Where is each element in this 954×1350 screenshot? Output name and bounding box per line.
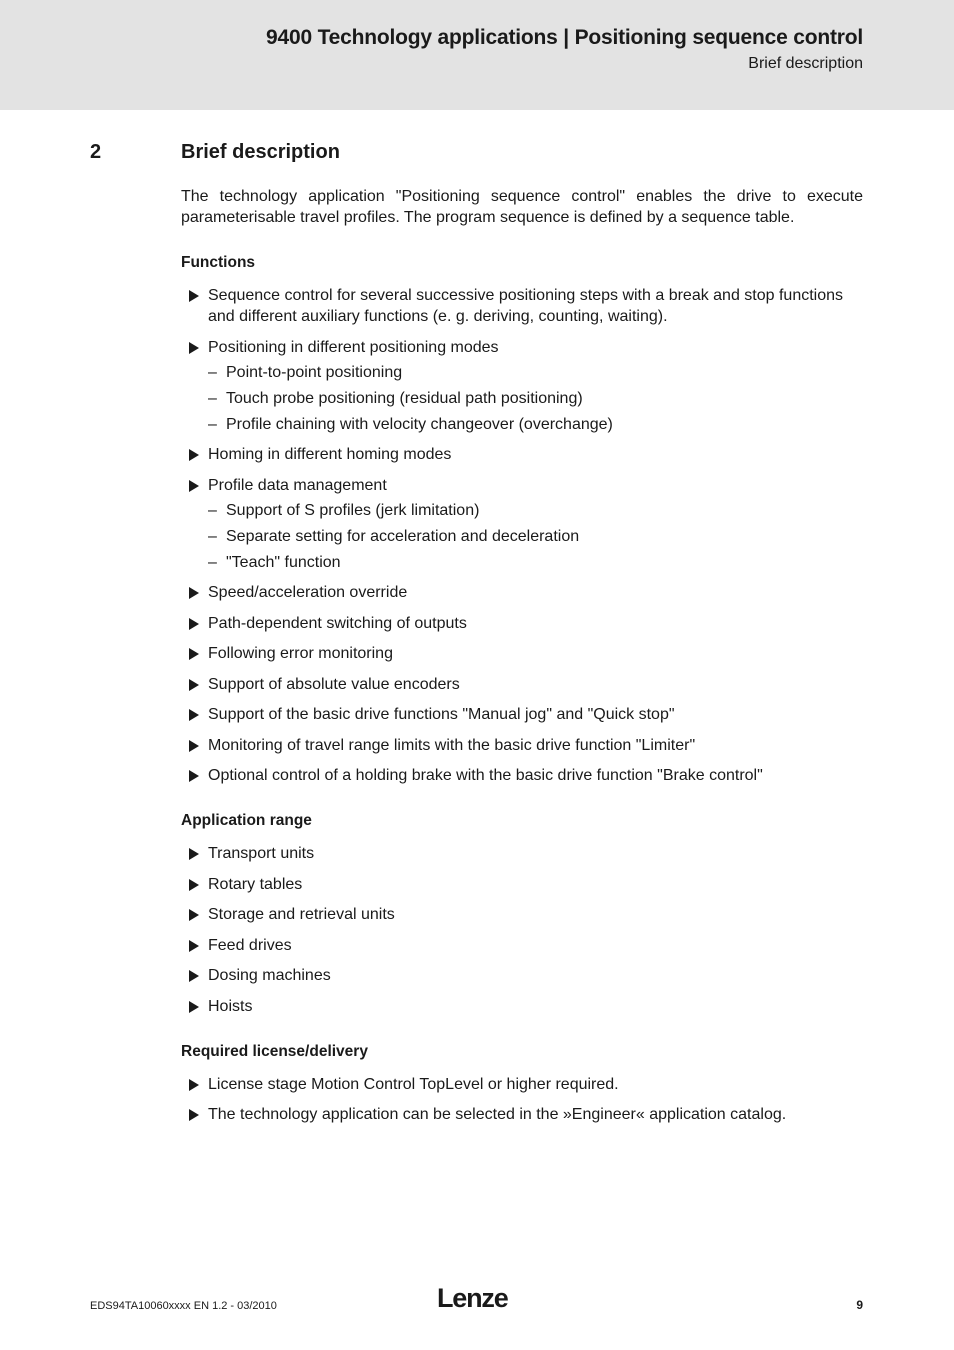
functions-heading: Functions (181, 254, 256, 271)
list-item-text: Optional control of a holding brake with the basic drive function "Brake control" (208, 767, 763, 784)
list-item-text: Feed drives (208, 936, 292, 954)
list-item (181, 704, 863, 725)
arrow-bullet-icon (189, 848, 199, 860)
list-item-text: Path-dependent switching of outputs (208, 614, 467, 632)
arrow-bullet-icon (189, 618, 199, 630)
list-item-text: Profile data management (208, 476, 387, 494)
sub-list-item-text: Separate setting for acceleration and deceleration (226, 527, 580, 545)
arrow-bullet-icon (189, 342, 199, 354)
list-item (181, 613, 863, 634)
list-item-text: Dosing machines (208, 967, 331, 984)
main-content (181, 186, 863, 1150)
list-item (181, 965, 863, 986)
list-item (181, 874, 863, 895)
sub-list-item (208, 526, 863, 547)
functions-list (181, 285, 863, 786)
sub-list-item-text: Point-to-point positioning (226, 363, 403, 381)
license-heading: Required license/delivery (181, 1042, 368, 1060)
list-item-text: Speed/acceleration override (208, 584, 408, 601)
dash-bullet-icon: – (208, 553, 217, 571)
list-item-text: The technology application can be selected in the »Engineer« application catalog. (208, 1106, 787, 1123)
list-item (181, 996, 863, 1017)
application-range-heading: Application range (181, 812, 312, 829)
arrow-bullet-icon (189, 940, 199, 952)
header-title: 9400 Technology applications | Positioning sequence control (266, 26, 863, 49)
list-item-text: Positioning in different positioning modes (208, 338, 499, 356)
arrow-bullet-icon (189, 449, 199, 461)
sub-list-item-text: Support of S profiles (jerk limitation) (226, 501, 480, 519)
section-title: Brief description (181, 141, 340, 163)
arrow-bullet-icon (189, 879, 199, 891)
dash-bullet-icon: – (208, 415, 217, 433)
list-item-text: Storage and retrieval units (208, 906, 395, 923)
sub-list-item-text: "Teach" function (226, 553, 341, 571)
arrow-bullet-icon (189, 1079, 199, 1091)
arrow-bullet-icon (189, 1001, 199, 1013)
intro-paragraph: The technology application "Positioning sequence control" enables the drive to execute parameterisable travel profiles. The program sequence is defined by a sequence table. (181, 188, 863, 226)
list-item (181, 765, 863, 786)
list-item (181, 285, 863, 327)
list-item-text: License stage Motion Control TopLevel or higher required. (208, 1075, 619, 1093)
arrow-bullet-icon (189, 290, 199, 302)
page-header (0, 0, 954, 110)
sub-list-item (208, 388, 863, 409)
list-item (181, 643, 863, 664)
arrow-bullet-icon (189, 909, 199, 921)
list-item (181, 843, 863, 864)
section-number: 2 (90, 141, 102, 163)
sub-list (208, 362, 863, 435)
lenze-logo: Lenze (437, 1283, 508, 1313)
document-id: EDS94TA10060xxxx EN 1.2 - 03/2010 (90, 1300, 277, 1312)
sub-list-item (208, 500, 863, 521)
license-list (181, 1074, 863, 1126)
dash-bullet-icon: – (208, 527, 217, 545)
list-item-text: Rotary tables (208, 875, 303, 893)
list-item (181, 337, 863, 435)
arrow-bullet-icon (189, 740, 199, 752)
list-item-text: Hoists (208, 997, 253, 1015)
arrow-bullet-icon (189, 480, 199, 492)
sub-list-item (208, 414, 863, 435)
list-item (181, 444, 863, 465)
list-item-text: Following error monitoring (208, 645, 393, 662)
sub-list-item (208, 552, 863, 573)
sub-list-item-text: Touch probe positioning (residual path positioning) (226, 389, 583, 407)
list-item-text: Transport units (208, 845, 315, 862)
list-item (181, 904, 863, 925)
arrow-bullet-icon (189, 1109, 199, 1121)
sub-list (208, 500, 863, 573)
sub-list-item (208, 362, 863, 383)
list-item (181, 582, 863, 603)
list-item-text: Support of the basic drive functions "Manual jog" and "Quick stop" (208, 706, 675, 723)
arrow-bullet-icon (189, 709, 199, 721)
header-subtitle: Brief description (748, 55, 863, 72)
list-item (181, 1074, 863, 1095)
page-number: 9 (856, 1298, 863, 1312)
arrow-bullet-icon (189, 587, 199, 599)
list-item-text: Sequence control for several successive positioning steps with a break and stop functions and different auxiliary functions (e. g. deriving, counting, waiting). (208, 287, 844, 325)
dash-bullet-icon: – (208, 363, 217, 381)
arrow-bullet-icon (189, 970, 199, 982)
dash-bullet-icon: – (208, 389, 217, 407)
arrow-bullet-icon (189, 648, 199, 660)
list-item (181, 475, 863, 573)
list-item (181, 1104, 863, 1125)
arrow-bullet-icon (189, 679, 199, 691)
list-item (181, 735, 863, 756)
arrow-bullet-icon (189, 770, 199, 782)
list-item (181, 935, 863, 956)
sub-list-item-text: Profile chaining with velocity changeover (overchange) (226, 415, 613, 433)
list-item-text: Homing in different homing modes (208, 446, 452, 463)
list-item (181, 674, 863, 695)
list-item-text: Support of absolute value encoders (208, 675, 460, 693)
dash-bullet-icon: – (208, 501, 217, 519)
list-item-text: Monitoring of travel range limits with the basic drive function "Limiter" (208, 736, 696, 754)
application-range-list (181, 843, 863, 1017)
